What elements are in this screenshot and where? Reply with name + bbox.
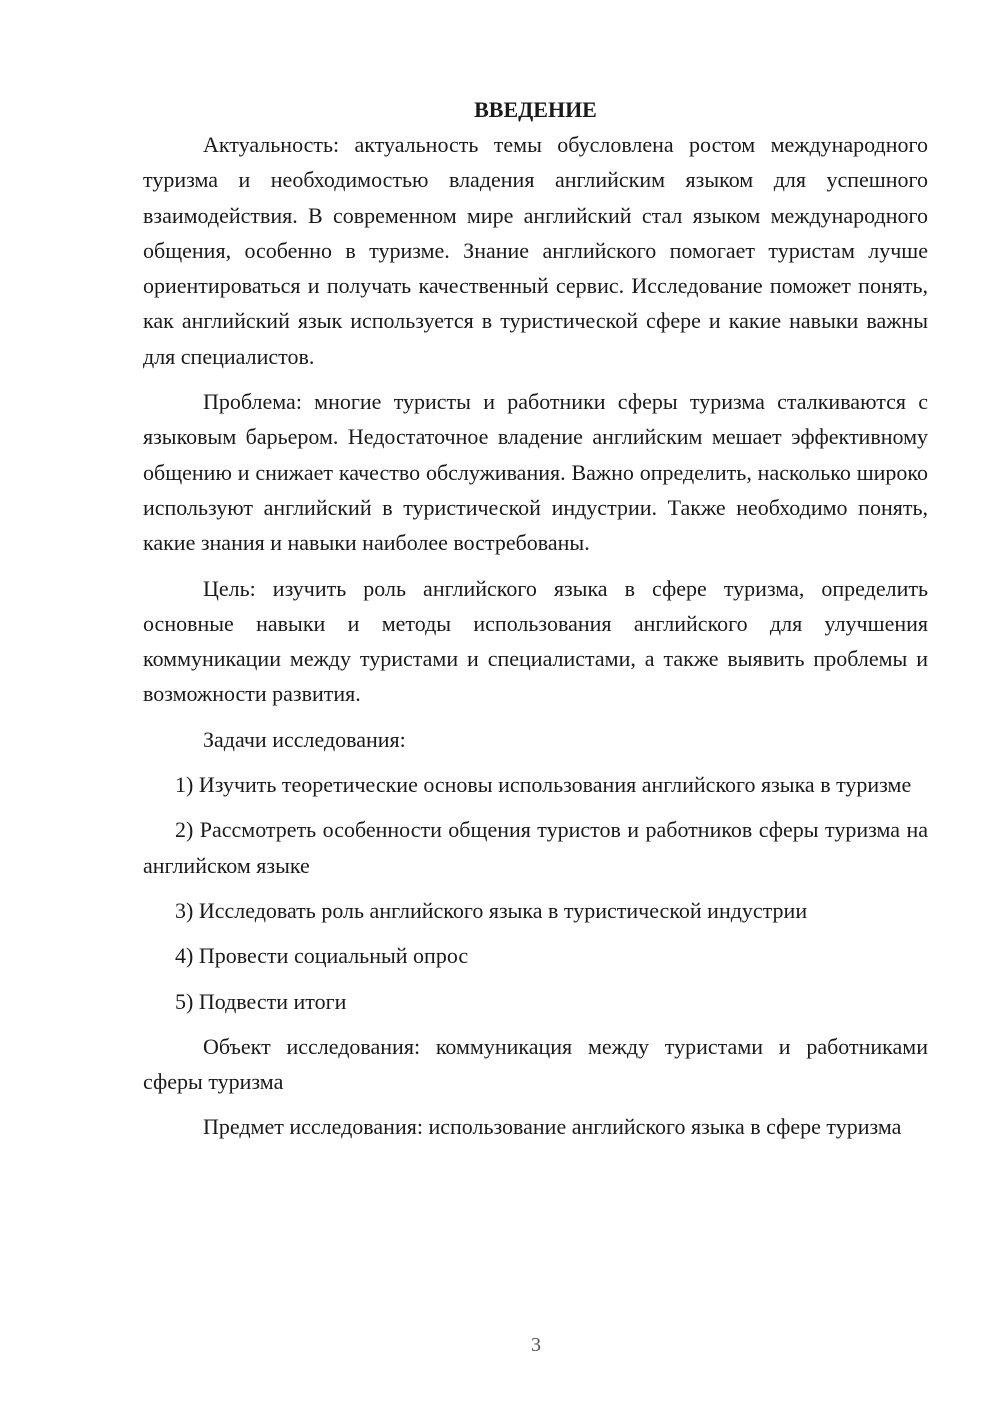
task-item: 5) Подвести итоги xyxy=(175,988,347,1014)
subject-paragraph: Предмет исследования: использование английского языка в сфере туризма xyxy=(203,1114,902,1140)
object-paragraph: Объект исследования: коммуникация между туристами и работниками сферы туризма xyxy=(143,1033,928,1095)
task-item: 1) Изучить теоретические основы использования английского языка в туризме xyxy=(175,772,912,798)
page-title: ВВЕДЕНИЕ xyxy=(474,97,597,122)
page-number: 3 xyxy=(531,1334,541,1356)
goal-paragraph: Цель: изучить роль английского языка в сфере туризма, определить основные навыки и методы использования английского для улучшения коммуникации между туристами и специалистами, а также выявить проблемы и возможности развития. xyxy=(143,575,928,707)
document-page xyxy=(143,92,928,1155)
task-item: 4) Провести социальный опрос xyxy=(175,943,469,969)
task-item: 3) Исследовать роль английского языка в туристической индустрии xyxy=(175,897,808,923)
problem-paragraph: Проблема: многие туристы и работники сферы туризма сталкиваются с языковым барьером. Недостаточное владение английским мешает эффективному общению и снижает качество обслуживания. Важно определить, насколько широко используют английский в туристической индустрии. Также необходимо понять, какие знания и навыки наиболее востребованы. xyxy=(143,389,928,556)
task-item: 2) Рассмотреть особенности общения туристов и работников сферы туризма на английском языке xyxy=(143,817,928,878)
tasks-heading: Задачи исследования: xyxy=(203,726,406,752)
relevance-paragraph: Актуальность: актуальность темы обусловлена ростом международного туризма и необходимостью владения английским языком для успешного взаимодействия. В современном мире английский стал языком международного общения, особенно в туризме. Знание английского помогает туристам лучше ориентироваться и получать качественный сервис. Исследование поможет понять, как английский язык используется в туристической сфере и какие навыки важны для специалистов. xyxy=(143,132,928,369)
